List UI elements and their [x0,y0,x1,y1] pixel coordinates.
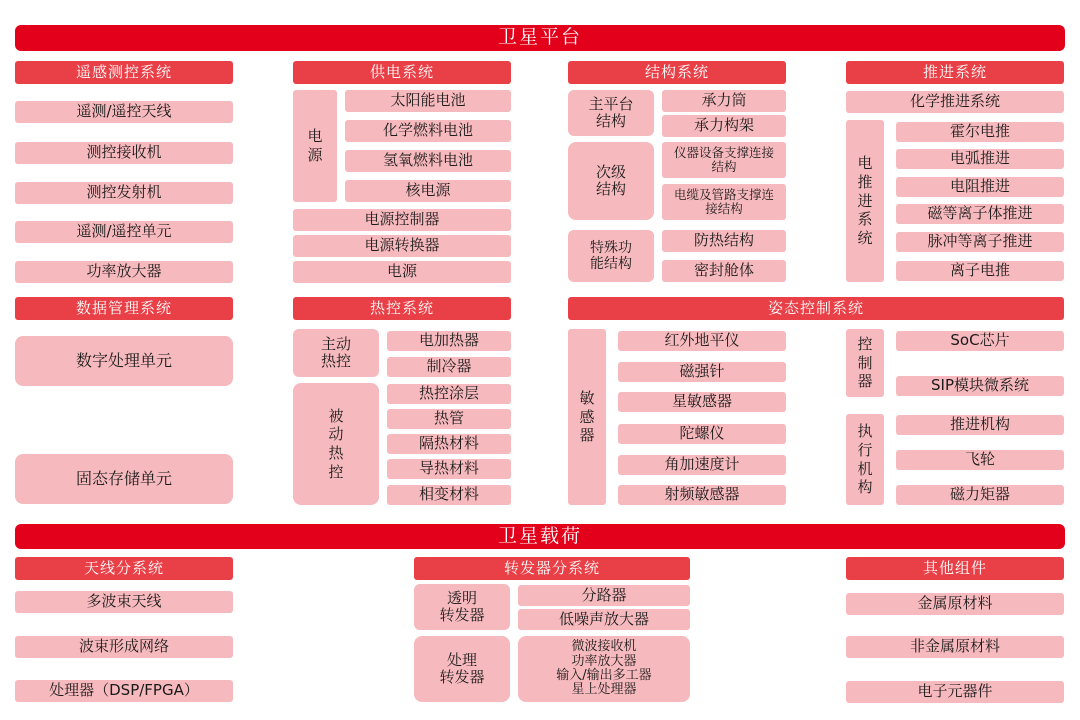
power-source-item: 氢氧燃料电池 [345,150,511,172]
actuator-item: 推进机构 [896,415,1064,435]
thermal-control-header: 热控系统 [293,297,511,320]
power-item: 电源转换器 [293,235,511,257]
electric-propulsion-item: 电阻推进 [896,177,1064,197]
structure-item: 防热结构 [662,230,786,252]
actuator-item: 磁力矩器 [896,485,1064,505]
thermal-group-label: 主动 热控 [293,329,379,377]
transparent-transponder-item: 低噪声放大器 [518,609,690,630]
data-management-item: 数字处理单元 [15,336,233,386]
electric-propulsion-group-label: 电 推 进 系 统 [846,120,884,282]
controller-item: SoC芯片 [896,331,1064,351]
actuator-item: 飞轮 [896,450,1064,470]
processing-transponder-items: 微波接收机 功率放大器 输入/输出多工器 星上处理器 [518,636,690,702]
transponder-subsystem-header: 转发器分系统 [414,557,690,580]
sensor-item: 陀螺仪 [618,424,786,444]
actuator-group-label: 执 行 机 构 [846,414,884,505]
electric-propulsion-item: 电弧推进 [896,149,1064,169]
structure-item: 密封舱体 [662,260,786,282]
ttc-item: 测控发射机 [15,182,233,204]
ttc-item: 遥测/遥控单元 [15,221,233,243]
structure-item: 仪器设备支撑连接结构 [662,142,786,178]
power-source-item: 化学燃料电池 [345,120,511,142]
other-components-header: 其他组件 [846,557,1064,580]
structure-group-label: 主平台 结构 [568,90,654,136]
controller-group-label: 控 制 器 [846,329,884,397]
sensor-item: 角加速度计 [618,455,786,475]
payload-banner: 卫星载荷 [15,524,1065,549]
thermal-item: 热控涂层 [387,384,511,404]
thermal-item: 隔热材料 [387,434,511,454]
structure-item: 承力构架 [662,115,786,137]
platform-banner: 卫星平台 [15,25,1065,51]
ttc-system-header: 遥感测控系统 [15,61,233,84]
structure-group-label: 次级 结构 [568,142,654,220]
power-source-item: 核电源 [345,180,511,202]
electric-propulsion-item: 磁等离子体推进 [896,204,1064,224]
data-management-item: 固态存储单元 [15,454,233,504]
sensor-item: 射频敏感器 [618,485,786,505]
structure-system-header: 结构系统 [568,61,786,84]
other-component-item: 金属原材料 [846,593,1064,615]
propulsion-system-header: 推进系统 [846,61,1064,84]
thermal-item: 相变材料 [387,485,511,505]
thermal-group-label: 被 动 热 控 [293,383,379,505]
ttc-item: 测控接收机 [15,142,233,164]
electric-propulsion-item: 离子电推 [896,261,1064,281]
structure-item: 电缆及管路支撑连接结构 [662,184,786,220]
attitude-control-header: 姿态控制系统 [568,297,1064,320]
antenna-item: 多波束天线 [15,591,233,613]
antenna-item: 波束形成网络 [15,636,233,658]
ttc-item: 遥测/遥控天线 [15,101,233,123]
thermal-item: 热管 [387,409,511,429]
power-item: 电源 [293,261,511,283]
transparent-transponder-label: 透明 转发器 [414,584,510,630]
processing-transponder-label: 处理 转发器 [414,636,510,702]
sensor-group-label: 敏 感 器 [568,329,606,505]
thermal-item: 导热材料 [387,459,511,479]
controller-item: SIP模块微系统 [896,376,1064,396]
sensor-item: 星敏感器 [618,392,786,412]
structure-item: 承力筒 [662,90,786,112]
other-component-item: 非金属原材料 [846,636,1064,658]
antenna-item: 处理器（DSP/FPGA） [15,680,233,702]
electric-propulsion-item: 霍尔电推 [896,122,1064,142]
power-source-item: 太阳能电池 [345,90,511,112]
sensor-item: 红外地平仪 [618,331,786,351]
power-source-group-label: 电 源 [293,90,337,202]
transparent-transponder-item: 分路器 [518,585,690,606]
electric-propulsion-item: 脉冲等离子推进 [896,232,1064,252]
data-management-header: 数据管理系统 [15,297,233,320]
antenna-subsystem-header: 天线分系统 [15,557,233,580]
sensor-item: 磁强针 [618,362,786,382]
thermal-item: 制冷器 [387,357,511,377]
ttc-item: 功率放大器 [15,261,233,283]
power-system-header: 供电系统 [293,61,511,84]
other-component-item: 电子元器件 [846,681,1064,703]
power-item: 电源控制器 [293,209,511,231]
thermal-item: 电加热器 [387,331,511,351]
structure-group-label: 特殊功 能结构 [568,230,654,282]
chemical-propulsion-item: 化学推进系统 [846,91,1064,113]
